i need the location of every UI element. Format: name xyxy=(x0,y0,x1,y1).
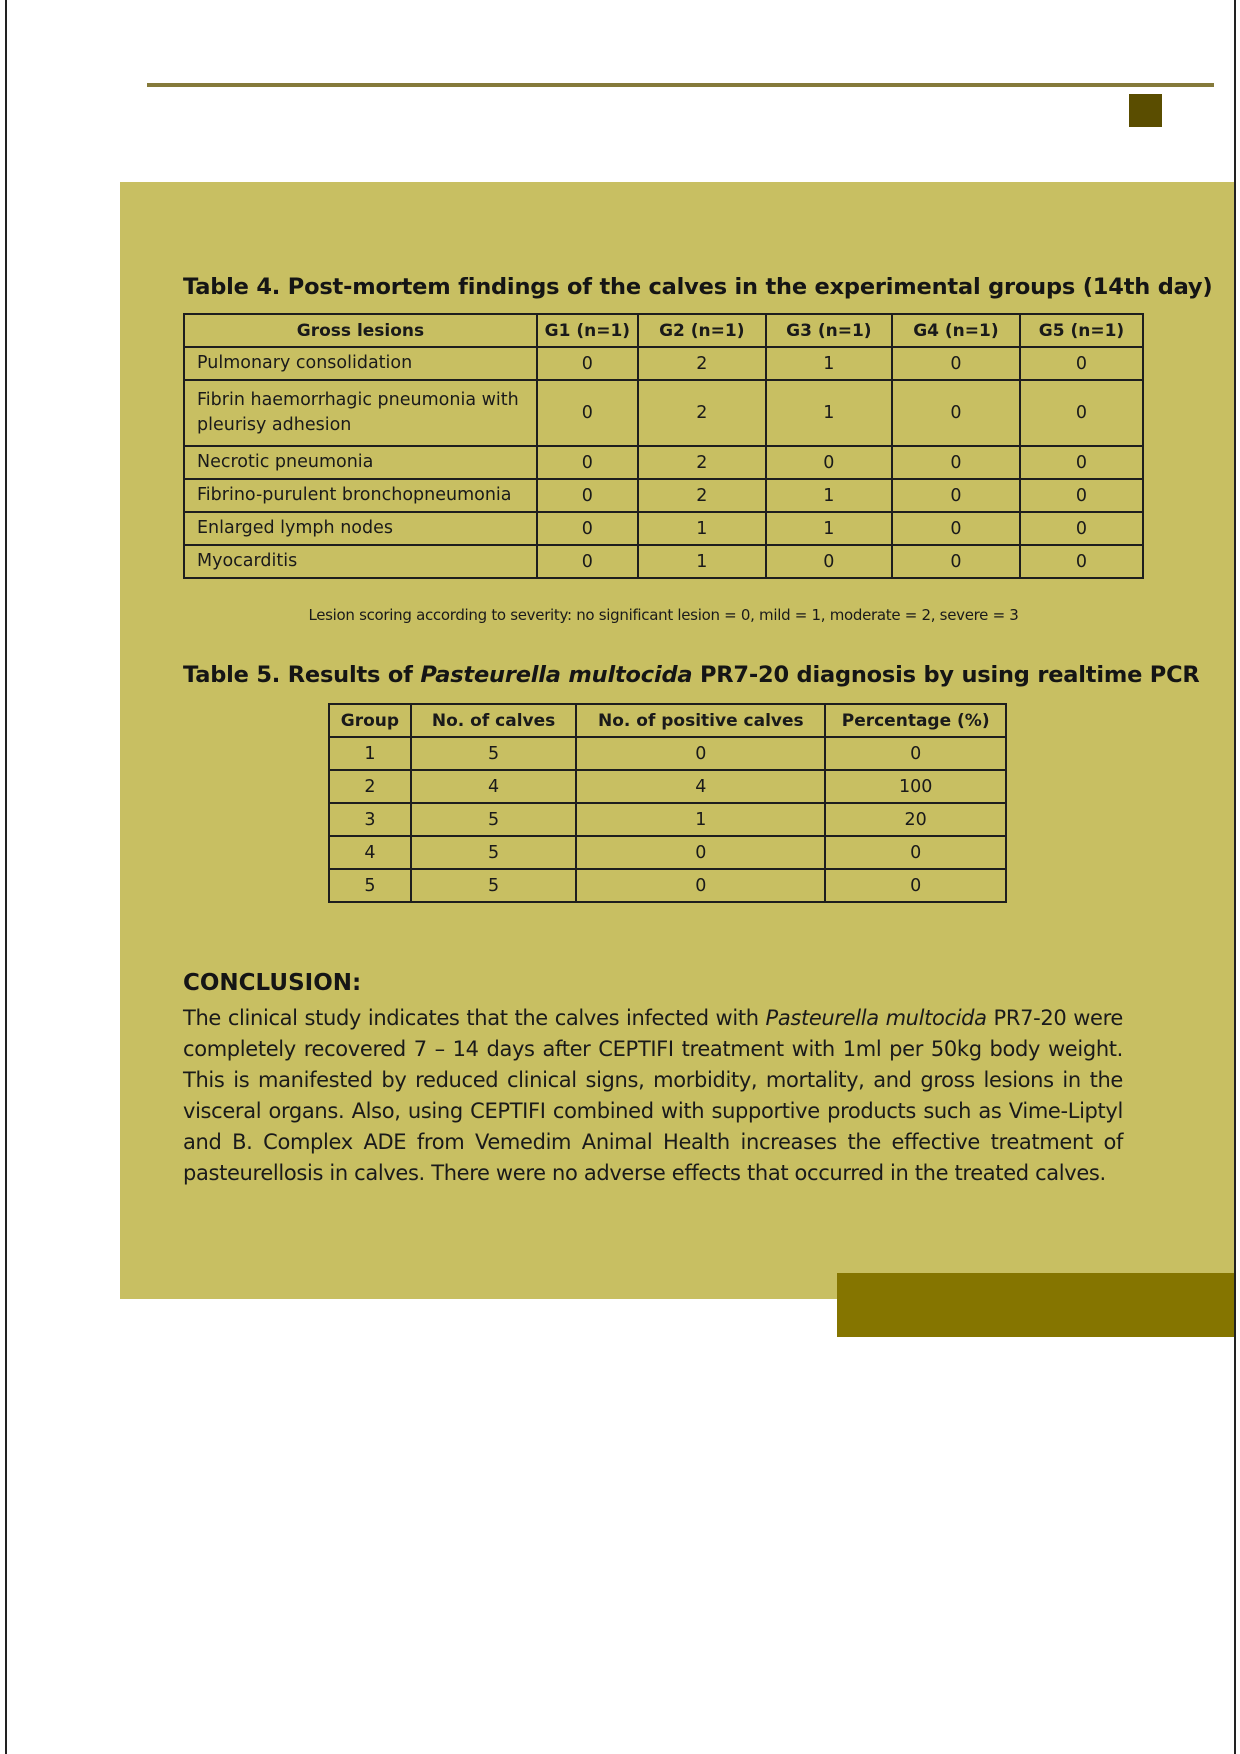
table-row xyxy=(329,803,1006,836)
table-cell: 2 xyxy=(638,446,766,479)
lesion-name: Fibrino-purulent bronchopneumonia xyxy=(184,479,537,512)
conclusion-heading: CONCLUSION: xyxy=(183,970,362,996)
lesion-name: Myocarditis xyxy=(184,545,537,578)
table5-header-row xyxy=(329,704,1006,737)
table5-title-species: Pasteurella multocida xyxy=(420,662,693,688)
table-row xyxy=(184,479,1143,512)
table-cell: 0 xyxy=(1020,545,1143,578)
table-row xyxy=(184,545,1143,578)
table5-pcr-results xyxy=(328,703,1007,903)
table-row xyxy=(329,770,1006,803)
table-cell: 0 xyxy=(1020,512,1143,545)
table-cell: 5 xyxy=(411,869,576,902)
table-cell: 2 xyxy=(638,347,766,380)
table-cell: 4 xyxy=(411,770,576,803)
table-cell: 100 xyxy=(825,770,1006,803)
table-cell: 0 xyxy=(537,479,638,512)
table-cell: 0 xyxy=(892,380,1020,446)
table-cell: 0 xyxy=(537,512,638,545)
table-cell: 4 xyxy=(576,770,825,803)
table4-title: Table 4. Post-mortem findings of the calves in the experimental groups (14th day) xyxy=(183,274,1213,300)
table4-footnote: Lesion scoring according to severity: no significant lesion = 0, mild = 1, moderate = 2, severe = 3 xyxy=(308,606,1019,624)
table-cell: 0 xyxy=(1020,479,1143,512)
table-cell: 1 xyxy=(766,347,892,380)
table-cell: 5 xyxy=(329,869,411,902)
table-row xyxy=(184,446,1143,479)
table-cell: 0 xyxy=(537,347,638,380)
header-rule xyxy=(147,83,1214,87)
table-cell: 0 xyxy=(1020,347,1143,380)
page-border-left xyxy=(5,0,7,1754)
table-cell: 1 xyxy=(638,545,766,578)
lesion-name: Necrotic pneumonia xyxy=(184,446,537,479)
table-row xyxy=(329,836,1006,869)
lesion-name: Pulmonary consolidation xyxy=(184,347,537,380)
table5-header-calves: No. of calves xyxy=(411,704,576,737)
table-cell: 0 xyxy=(1020,446,1143,479)
page-border-right xyxy=(1234,0,1236,1754)
table-cell: 0 xyxy=(537,446,638,479)
table4-header-g4: G4 (n=1) xyxy=(892,314,1020,347)
table-cell: 0 xyxy=(892,446,1020,479)
table-row xyxy=(184,347,1143,380)
table-cell: 0 xyxy=(825,737,1006,770)
table5-header-group: Group xyxy=(329,704,411,737)
lesion-name: Enlarged lymph nodes xyxy=(184,512,537,545)
table4-post-mortem-findings xyxy=(183,313,1144,579)
table4-header-g5: G5 (n=1) xyxy=(1020,314,1143,347)
table-cell: 2 xyxy=(638,479,766,512)
table4-header-gross-lesions: Gross lesions xyxy=(184,314,537,347)
table-cell: 0 xyxy=(1020,380,1143,446)
table4-header-g3: G3 (n=1) xyxy=(766,314,892,347)
table-cell: 0 xyxy=(892,545,1020,578)
table-cell: 5 xyxy=(411,737,576,770)
table5-header-percentage: Percentage (%) xyxy=(825,704,1006,737)
table-cell: 5 xyxy=(411,836,576,869)
table-cell: 0 xyxy=(766,545,892,578)
conclusion-text-part2: PR7-20 were completely recovered 7 – 14 days after CEPTIFI treatment with 1ml per 50kg body weight. This is manifested by reduced clinical signs, morbidity, mortality, and gross lesions in the visceral organs. Also, using CEPTIFI combined with supportive products such as Vime-Liptyl and B. Complex ADE from Vemedim Animal Health increases the effective treatment of pasteurellosis in calves. There were no adverse effects that occurred in the treated calves. xyxy=(183,1006,1123,1185)
table-cell: 1 xyxy=(766,479,892,512)
table-cell: 5 xyxy=(411,803,576,836)
table-cell: 1 xyxy=(638,512,766,545)
table-cell: 0 xyxy=(576,737,825,770)
table-cell: 1 xyxy=(766,512,892,545)
table-cell: 3 xyxy=(329,803,411,836)
table-row xyxy=(184,380,1143,446)
table-cell: 4 xyxy=(329,836,411,869)
decorative-square xyxy=(1129,94,1162,127)
table-cell: 0 xyxy=(537,380,638,446)
lesion-name: Fibrin haemorrhagic pneumonia with pleurisy adhesion xyxy=(184,380,537,446)
table-cell: 0 xyxy=(576,869,825,902)
table-cell: 0 xyxy=(537,545,638,578)
table-cell: 2 xyxy=(638,380,766,446)
table-cell: 1 xyxy=(766,380,892,446)
decorative-footer-block xyxy=(837,1273,1234,1337)
table-cell: 20 xyxy=(825,803,1006,836)
table-cell: 1 xyxy=(576,803,825,836)
table-cell: 0 xyxy=(825,869,1006,902)
table-cell: 0 xyxy=(576,836,825,869)
table4-header-g2: G2 (n=1) xyxy=(638,314,766,347)
table4-header-g1: G1 (n=1) xyxy=(537,314,638,347)
conclusion-paragraph xyxy=(183,1003,1123,1189)
table-cell: 2 xyxy=(329,770,411,803)
table-cell: 0 xyxy=(892,512,1020,545)
table-row xyxy=(184,512,1143,545)
table-cell: 0 xyxy=(766,446,892,479)
table-row xyxy=(329,869,1006,902)
table-cell: 0 xyxy=(892,479,1020,512)
conclusion-text-part1: The clinical study indicates that the calves infected with xyxy=(183,1006,766,1030)
table5-title xyxy=(183,662,1200,688)
table4-header-row xyxy=(184,314,1143,347)
table-row xyxy=(329,737,1006,770)
table5-header-positive: No. of positive calves xyxy=(576,704,825,737)
table-cell: 0 xyxy=(825,836,1006,869)
table-cell: 1 xyxy=(329,737,411,770)
table-cell: 0 xyxy=(892,347,1020,380)
table5-title-prefix: Table 5. Results of xyxy=(183,662,421,688)
conclusion-species: Pasteurella multocida xyxy=(765,1006,987,1030)
table5-title-suffix: PR7-20 diagnosis by using realtime PCR xyxy=(692,662,1200,688)
